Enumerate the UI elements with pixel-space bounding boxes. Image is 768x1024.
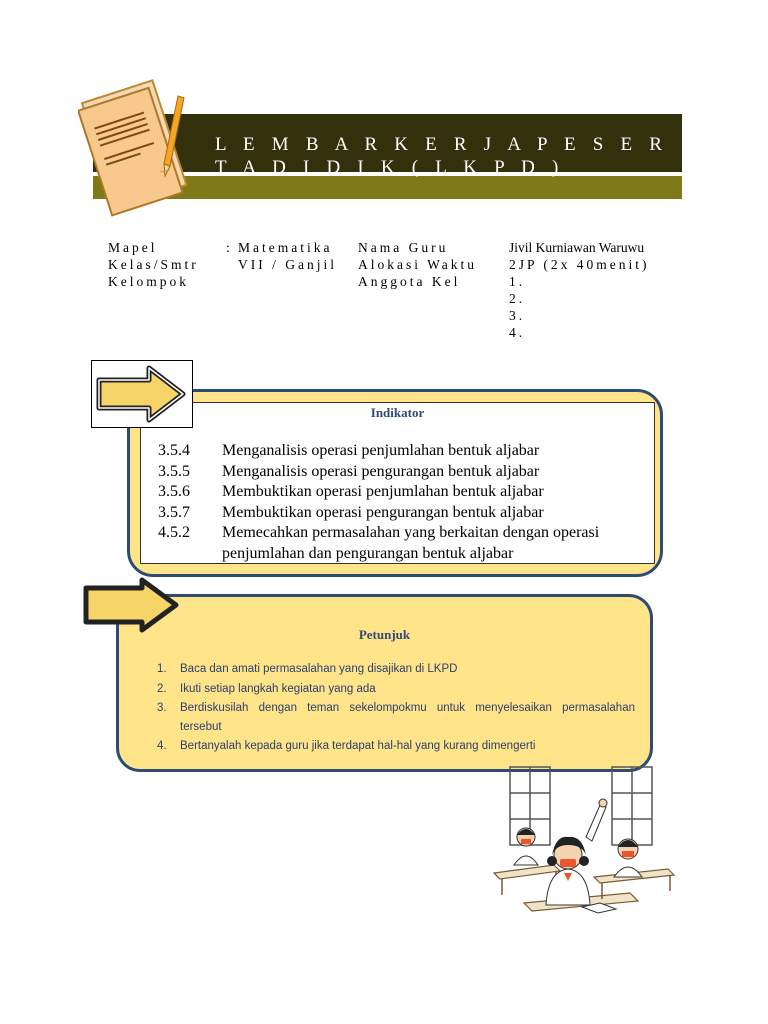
anggota-item: 4.	[509, 325, 526, 340]
kelas-label: Kelas/Smtr	[108, 257, 199, 272]
classroom-students-illustration	[490, 765, 676, 917]
worksheet-pencil-icon	[78, 74, 198, 219]
petunjuk-number: 2.	[157, 683, 167, 695]
petunjuk-text: Bertanyalah kepada guru jika terdapat hal-hal yang kurang dimengerti	[180, 740, 536, 752]
page-title: L E M B A R K E R J A P E S E R T A D I D I K ( L K P D )	[215, 134, 669, 178]
indikator-text: Membuktikan operasi pengurangan bentuk aljabar	[222, 503, 544, 521]
petunjuk-title: Petunjuk	[358, 627, 411, 642]
mapel-label: Mapel	[108, 240, 158, 255]
mapel-value: Matematika	[238, 240, 333, 255]
petunjuk-text: Baca dan amati permasalahan yang disajikan di LKPD	[180, 663, 458, 675]
alokasi-label: Alokasi Waktu	[358, 257, 478, 272]
guru-value: Jivil Kurniawan Waruwu	[509, 240, 645, 255]
indikator-number: 4.5.2	[158, 524, 190, 541]
indikator-text: Menganalisis operasi pengurangan bentuk aljabar	[222, 462, 540, 480]
indikator-text: Menganalisis operasi penjumlahan bentuk aljabar	[222, 442, 540, 459]
indikator-number: 3.5.7	[158, 503, 190, 521]
guru-label: Nama Guru	[358, 240, 449, 255]
petunjuk-text: Berdiskusilah dengan teman sekelompokmu untuk menyelesaikan permasalahan tersebut	[180, 702, 635, 733]
petunjuk-number: 1.	[157, 663, 167, 675]
indikator-title: Indikator	[370, 405, 425, 420]
indikator-text: Memecahkan permasalahan yang berkaitan dengan operasi penjumlahan dan pengurangan bentuk aljabar	[222, 524, 600, 562]
right-arrow-icon	[80, 576, 182, 634]
alokasi-value: 2JP (2x 40menit)	[509, 257, 650, 272]
anggota-item: 1.	[509, 274, 526, 289]
indikator-number: 3.5.4	[158, 442, 190, 459]
anggota-item: 2.	[509, 291, 526, 306]
indikator-number: 3.5.6	[158, 483, 190, 500]
indikator-number: 3.5.5	[158, 462, 190, 480]
kelas-value: VII / Ganjil	[238, 257, 337, 272]
petunjuk-number: 3.	[157, 702, 167, 714]
mapel-separator: :	[226, 240, 233, 255]
right-arrow-icon	[91, 360, 193, 428]
petunjuk-text: Ikuti setiap langkah kegiatan yang ada	[180, 683, 376, 695]
indikator-text: Membuktikan operasi penjumlahan bentuk aljabar	[222, 483, 544, 500]
petunjuk-number: 4.	[157, 740, 167, 752]
kelompok-label: Kelompok	[108, 274, 189, 289]
anggota-item: 3.	[509, 308, 526, 323]
anggota-label: Anggota Kel	[358, 274, 461, 289]
